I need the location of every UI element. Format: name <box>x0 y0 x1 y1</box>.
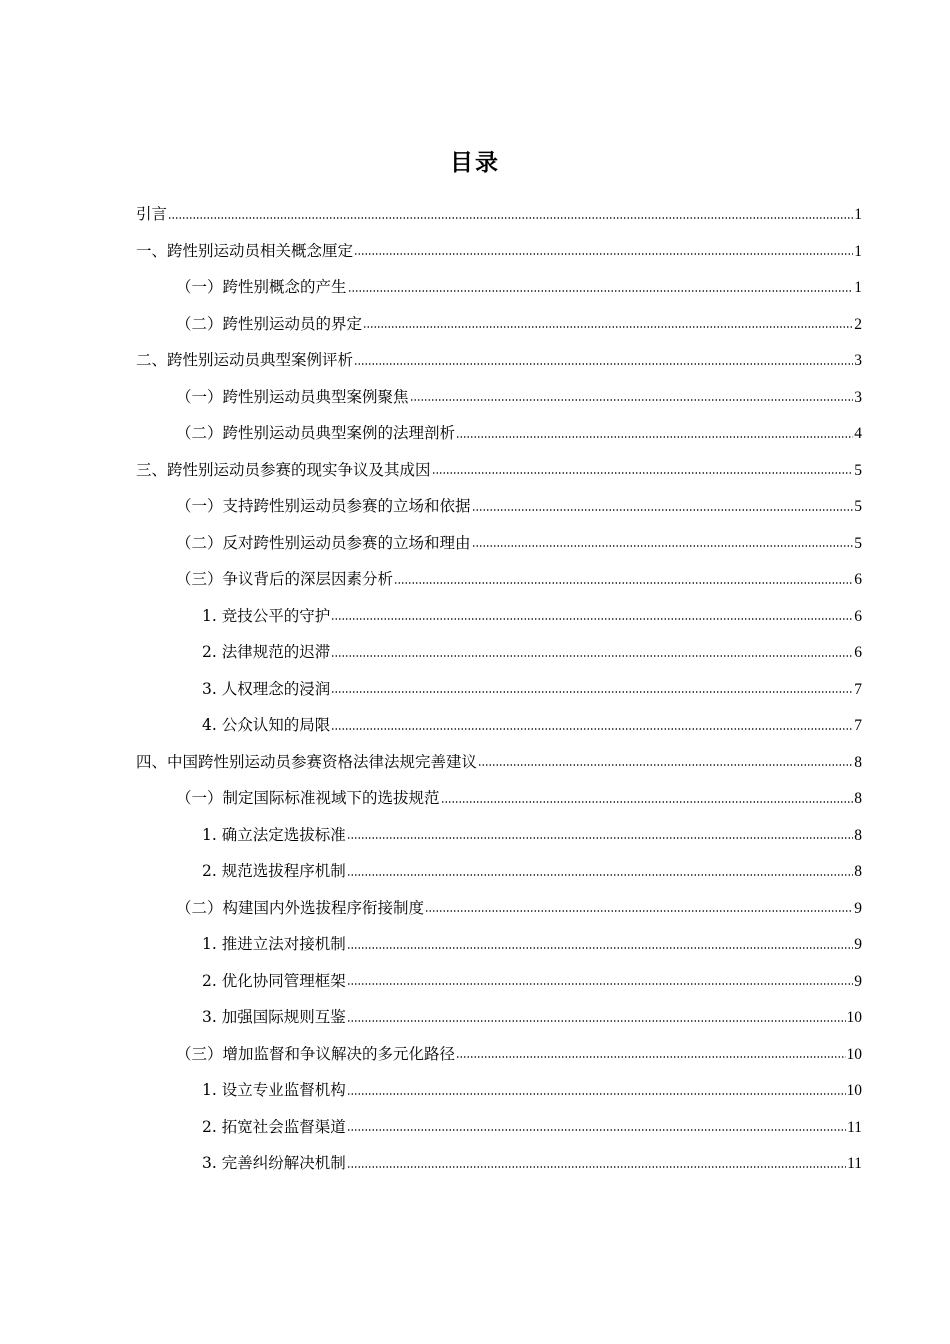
toc-entry-label: （二）反对跨性别运动员参赛的立场和理由 <box>176 533 471 552</box>
toc-entry-page-number: 9 <box>854 972 862 990</box>
toc-entry-label: （二）构建国内外选拔程序衔接制度 <box>176 898 425 917</box>
dot-leader <box>363 326 853 328</box>
dot-leader <box>331 655 853 657</box>
dot-leader <box>347 1129 846 1131</box>
dot-leader <box>331 618 853 620</box>
toc-entry-label: （一）制定国际标准视域下的选拔规范 <box>176 789 440 807</box>
toc-entry-label: （二）跨性别运动员典型案例的法理剖析 <box>176 424 456 442</box>
toc-entry-page-number: 7 <box>854 717 862 734</box>
toc-entry-label: 二、跨性别运动员典型案例评析 <box>136 351 354 369</box>
toc-entry[interactable] <box>136 817 862 854</box>
toc-entry[interactable] <box>136 671 862 708</box>
dot-leader <box>347 837 854 839</box>
dot-leader <box>425 910 853 912</box>
toc-entry[interactable] <box>136 853 862 890</box>
toc-entry[interactable] <box>136 379 862 416</box>
dot-leader <box>354 363 853 365</box>
toc-entry-page-number: 5 <box>854 534 862 552</box>
toc-entry-page-number: 8 <box>854 826 862 844</box>
toc-entry[interactable] <box>136 707 862 744</box>
dot-leader <box>347 874 854 876</box>
toc-entry[interactable] <box>136 415 862 452</box>
toc-entry-label: （一）跨性别概念的产生 <box>176 278 347 296</box>
toc-entry[interactable] <box>136 926 862 963</box>
toc-entry-page-number: 10 <box>846 1082 862 1099</box>
toc-entry[interactable] <box>136 1145 862 1182</box>
toc-entry-label: 三、跨性别运动员参赛的现实争议及其成因 <box>136 460 431 479</box>
dot-leader <box>331 691 853 693</box>
toc-entry-page-number: 10 <box>846 1045 862 1063</box>
toc-entry-label: 四、中国跨性别运动员参赛资格法律法规完善建议 <box>136 752 478 771</box>
toc-entry-page-number: 1 <box>854 242 862 260</box>
toc-entry-page-number: 1 <box>854 206 862 223</box>
dot-leader <box>472 545 854 547</box>
dot-leader <box>354 253 853 255</box>
dot-leader <box>347 1020 846 1022</box>
toc-entry[interactable] <box>136 342 862 379</box>
toc-entry[interactable] <box>136 452 862 489</box>
toc-entry-label: 一、跨性别运动员相关概念厘定 <box>136 241 354 260</box>
toc-entry[interactable] <box>136 233 862 270</box>
toc-entry[interactable] <box>136 269 862 306</box>
dot-leader <box>432 472 854 474</box>
toc-entry-label: （一）跨性别运动员典型案例聚焦 <box>176 387 409 406</box>
toc-entry[interactable] <box>136 744 862 781</box>
dot-leader <box>394 582 853 584</box>
toc-entry-label: 2. 法律规范的迟滞 <box>202 643 331 661</box>
toc-entry[interactable] <box>136 999 862 1036</box>
toc-entry[interactable] <box>136 306 862 343</box>
toc-entry-page-number: 3 <box>854 352 862 369</box>
dot-leader <box>347 1093 846 1095</box>
toc-entry-label: 引言 <box>136 205 168 223</box>
toc-entry[interactable] <box>136 890 862 927</box>
toc-entry-page-number: 9 <box>854 899 862 917</box>
dot-leader <box>456 1056 845 1058</box>
toc-entry-page-number: 8 <box>854 753 862 771</box>
toc-entry[interactable] <box>136 525 862 562</box>
toc-entry-page-number: 5 <box>854 498 862 515</box>
toc-entry-label: 3. 人权理念的浸润 <box>202 679 331 698</box>
toc-entry-page-number: 11 <box>847 1155 862 1172</box>
toc-entry-label: 2. 拓宽社会监督渠道 <box>202 1117 346 1136</box>
toc-entry[interactable] <box>136 634 862 671</box>
table-of-contents <box>136 196 862 1182</box>
toc-entry-page-number: 6 <box>854 571 862 588</box>
toc-entry[interactable] <box>136 780 862 817</box>
dot-leader <box>347 1166 846 1168</box>
toc-entry-label: （三）增加监督和争议解决的多元化路径 <box>176 1044 456 1063</box>
toc-entry-page-number: 11 <box>847 1118 862 1136</box>
toc-entry-page-number: 10 <box>846 1009 862 1026</box>
dot-leader <box>331 728 853 730</box>
toc-entry-label: 2. 优化协同管理框架 <box>202 971 346 990</box>
toc-entry-page-number: 6 <box>854 644 862 661</box>
dot-leader <box>478 764 853 766</box>
toc-entry-page-number: 4 <box>854 425 862 442</box>
toc-entry-label: 2. 规范选拔程序机制 <box>202 862 346 880</box>
toc-entry[interactable] <box>136 963 862 1000</box>
toc-entry-label: （三）争议背后的深层因素分析 <box>176 570 394 588</box>
toc-entry-label: 3. 加强国际规则互鉴 <box>202 1008 346 1026</box>
toc-entry-label: 1. 竞技公平的守护 <box>202 606 331 625</box>
toc-entry-label: 1. 推进立法对接机制 <box>202 935 346 953</box>
toc-entry-page-number: 7 <box>854 680 862 698</box>
toc-entry-page-number: 2 <box>854 315 862 333</box>
dot-leader <box>441 801 854 803</box>
page-title: 目录 <box>450 150 500 176</box>
toc-entry[interactable] <box>136 1109 862 1146</box>
toc-entry-label: 4. 公众认知的局限 <box>202 716 331 734</box>
toc-entry[interactable] <box>136 598 862 635</box>
toc-entry-page-number: 9 <box>854 936 862 953</box>
toc-entry-page-number: 8 <box>854 790 862 807</box>
toc-entry[interactable] <box>136 196 862 233</box>
toc-entry-page-number: 6 <box>854 607 862 625</box>
toc-entry-label: 3. 完善纠纷解决机制 <box>202 1154 346 1172</box>
toc-entry-label: （一）支持跨性别运动员参赛的立场和依据 <box>176 497 471 515</box>
toc-entry[interactable] <box>136 488 862 525</box>
toc-entry[interactable] <box>136 561 862 598</box>
toc-entry-label: （二）跨性别运动员的界定 <box>176 314 363 333</box>
dot-leader <box>347 947 854 949</box>
toc-entry-label: 1. 设立专业监督机构 <box>202 1081 346 1099</box>
toc-entry-page-number: 1 <box>854 279 862 296</box>
dot-leader <box>348 290 854 292</box>
toc-entry[interactable] <box>136 1072 862 1109</box>
toc-entry-label: 1. 确立法定选拔标准 <box>202 825 346 844</box>
dot-leader <box>472 509 854 511</box>
toc-entry-page-number: 3 <box>854 388 862 406</box>
dot-leader <box>347 983 854 985</box>
dot-leader <box>456 436 853 438</box>
toc-entry-page-number: 5 <box>854 461 862 479</box>
toc-entry[interactable] <box>136 1036 862 1073</box>
dot-leader <box>410 399 854 401</box>
dot-leader <box>168 217 853 219</box>
toc-entry-page-number: 8 <box>854 863 862 880</box>
